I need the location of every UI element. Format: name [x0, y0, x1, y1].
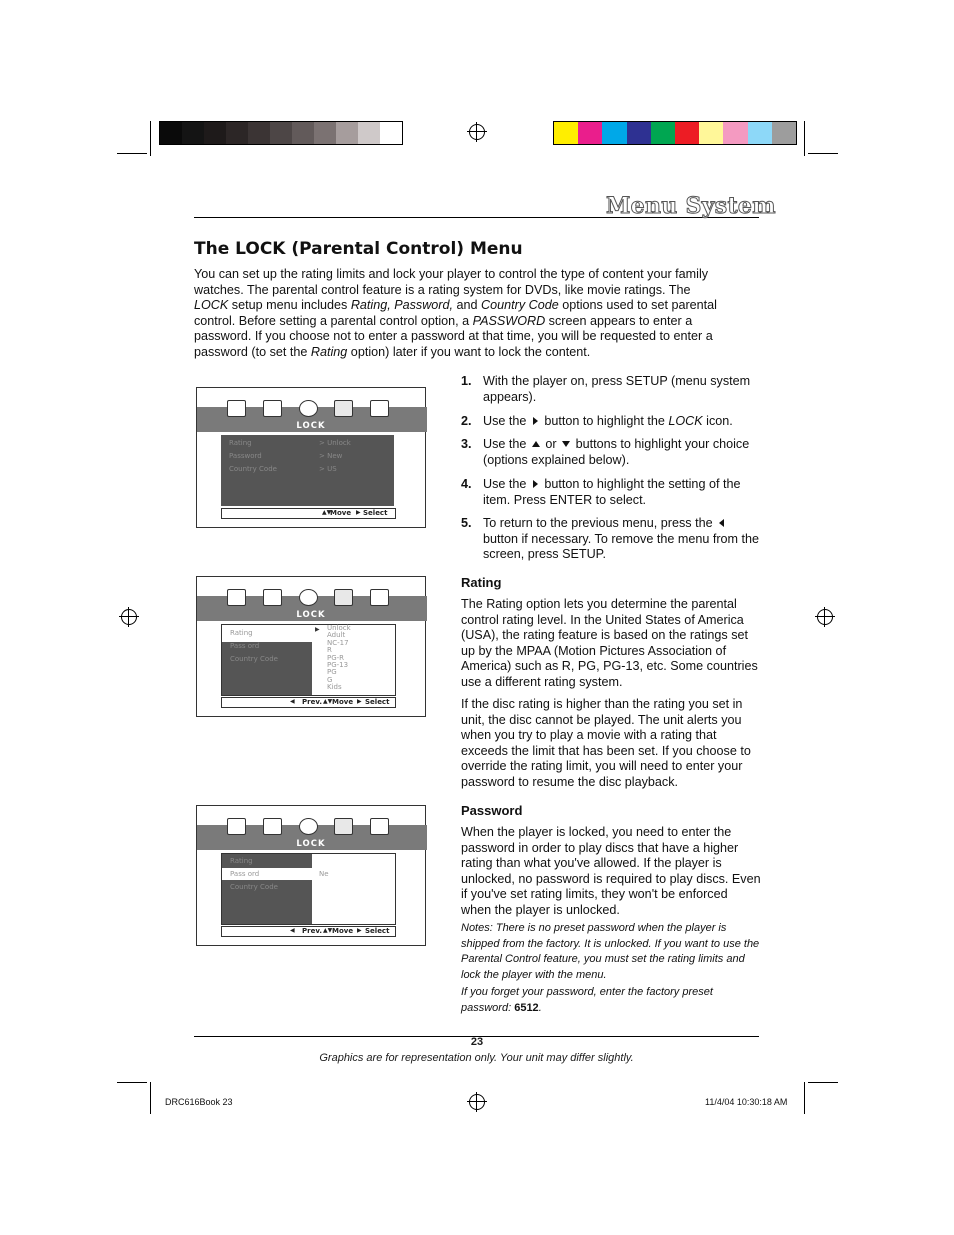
menu-value: Ne [319, 870, 329, 878]
menu-panel [221, 435, 394, 506]
color-swatch [160, 122, 182, 144]
menu-row-password: Pass ord [230, 870, 260, 878]
color-swatch [772, 122, 796, 144]
color-swatch [270, 122, 292, 144]
right-arrow-icon [533, 417, 538, 425]
step-number: 4. [461, 477, 472, 491]
down-arrow-icon [562, 441, 570, 447]
rating-option: G [327, 675, 333, 684]
crop-mark [150, 121, 151, 156]
menu-panel [221, 624, 396, 696]
registration-mark-icon [121, 609, 137, 625]
step-1 [461, 374, 761, 405]
right-arrow-icon: ▶ [357, 698, 362, 705]
color-swatch [675, 122, 699, 144]
right-arrow-icon: ▶ [315, 626, 320, 633]
step-text: LOCK [668, 414, 703, 428]
menu-row-rating: Rating [230, 857, 253, 865]
color-swatch [748, 122, 772, 144]
password-note-2 [461, 985, 761, 1016]
audio-icon [299, 818, 318, 835]
crop-mark [804, 121, 805, 156]
folder-icon [370, 818, 389, 835]
color-swatch [651, 122, 675, 144]
right-arrow-icon [533, 480, 538, 488]
intro-run: option) later if you want to lock the content. [347, 344, 591, 359]
move-arrows-icon: ▲▼ [323, 698, 333, 705]
folder-icon [370, 589, 389, 606]
left-arrow-icon: ◀ [290, 698, 295, 705]
password-note-1: Notes: There is no preset password when the player is shipped from the factory. It is unlocked. If you want to use the Parental Control feature, you must set the rating limits and lock the player with the menu. [461, 922, 760, 981]
rating-option: R [327, 646, 332, 655]
color-swatch-bar [553, 121, 797, 145]
lock-menu-screen-3 [196, 805, 426, 946]
intro-run: LOCK [194, 298, 229, 313]
menu-row-rating: Rating [230, 629, 253, 637]
footer-select: Select [363, 509, 388, 517]
crop-mark [804, 1082, 805, 1114]
menu-footer [221, 926, 396, 937]
registration-mark-icon [469, 1094, 485, 1110]
step-text: Use the [483, 414, 530, 428]
lock-icon [334, 818, 353, 835]
crop-mark [150, 1082, 151, 1114]
page-number: 23 [470, 1036, 484, 1048]
rating-heading: Rating [461, 575, 502, 590]
footer-select: Select [365, 927, 390, 935]
step-4 [461, 477, 761, 508]
color-swatch [627, 122, 651, 144]
rating-options-list [321, 625, 395, 695]
page-title: Menu System [606, 193, 776, 219]
color-swatch [699, 122, 723, 144]
menu-icon-bar [197, 407, 427, 432]
slug-left: DRC616Book 23 [165, 1097, 233, 1107]
crop-mark [808, 1082, 838, 1083]
step-text: To return to the previous menu, press the [483, 516, 717, 530]
crop-mark [808, 153, 838, 154]
color-swatch [248, 122, 270, 144]
language-icon [227, 400, 246, 417]
step-text: Use the [483, 437, 530, 451]
step-text: icon. [702, 414, 733, 428]
move-arrows-icon: ▲▼ [323, 927, 333, 934]
note-text: . [538, 1001, 542, 1014]
language-icon [227, 589, 246, 606]
footer-select: Select [365, 698, 390, 706]
intro-run: You can set up the rating limits and lock your player to control the type of content your family watches. The parental control feature is a rating system for DVDs, like movie ratings. The [194, 267, 709, 297]
step-text: button if necessary. To remove the menu from the screen, press SETUP. [483, 531, 760, 562]
color-swatch [226, 122, 248, 144]
menu-value: > Unlock [319, 439, 351, 447]
crop-mark [117, 1082, 147, 1083]
display-icon [263, 589, 282, 606]
registration-mark-icon [817, 609, 833, 625]
registration-mark-icon [469, 124, 485, 140]
display-icon [263, 818, 282, 835]
rating-option: NC-17 [327, 638, 349, 647]
step-text: or [541, 437, 561, 451]
menu-row-country-code: Country Code [230, 883, 278, 891]
rating-option: PG [327, 668, 337, 677]
up-arrow-icon [532, 441, 540, 447]
footer-prev: Prev. [302, 698, 322, 706]
step-number: 3. [461, 437, 472, 451]
right-arrow-icon: ▶ [356, 509, 361, 516]
step-text: buttons to highlight your choice (options explained below). [483, 437, 750, 467]
menu-footer [221, 697, 396, 708]
footer-move: Move [332, 698, 354, 706]
rating-option: PG-R [327, 653, 345, 662]
menu-icon-bar [197, 596, 427, 621]
password-heading: Password [461, 803, 523, 818]
menu-label: LOCK [296, 421, 326, 431]
menu-footer [221, 508, 396, 519]
password-paragraph: When the player is locked, you need to enter the password in order to play discs that have a higher rating than what you've allowed. If the player is unlocked, no password is required to play discs. Even if you've set rating limits, they won't be enforced when the player is unlocked. [461, 825, 761, 917]
rating-option: Kids [327, 683, 342, 692]
intro-run: PASSWORD [472, 313, 546, 328]
note-text: If you forget your password, enter the factory preset password: [461, 986, 713, 1014]
step-number: 1. [461, 374, 472, 388]
audio-icon [299, 589, 318, 606]
lock-menu-screen-2 [196, 576, 426, 717]
menu-label: LOCK [296, 839, 326, 849]
step-3 [461, 437, 761, 468]
folder-icon [370, 400, 389, 417]
intro-run: options used to set parental control. Before setting a parental control option, a [194, 298, 717, 328]
step-text: Use the [483, 477, 530, 491]
menu-row-country-code: Country Code [230, 655, 278, 663]
step-text: button to highlight the setting of the item. Press ENTER to select. [483, 477, 741, 507]
gray-swatch-bar [159, 121, 403, 145]
menu-icon-bar [197, 825, 427, 850]
rating-option: Adult [327, 631, 346, 640]
step-number: 5. [461, 516, 472, 530]
rating-option: PG-13 [327, 661, 349, 669]
color-swatch [554, 122, 578, 144]
intro-paragraph [194, 267, 724, 361]
menu-panel [221, 853, 396, 925]
slug-right: 11/4/04 10:30:18 AM [705, 1097, 788, 1107]
lock-icon [334, 589, 353, 606]
color-swatch [578, 122, 602, 144]
step-2 [461, 414, 761, 430]
color-swatch [602, 122, 626, 144]
right-arrow-icon: ▶ [357, 927, 362, 934]
step-text: With the player on, press SETUP (menu system appears). [483, 374, 751, 404]
footer-prev: Prev. [302, 927, 322, 935]
display-icon [263, 400, 282, 417]
rating-option: Unlock [327, 624, 351, 632]
language-icon [227, 818, 246, 835]
intro-run: Rating [310, 344, 348, 359]
step-number: 2. [461, 414, 472, 428]
color-swatch [182, 122, 204, 144]
menu-value: > New [319, 452, 343, 460]
section-heading: The LOCK (Parental Control) Menu [194, 239, 523, 259]
step-5 [461, 516, 761, 563]
intro-run: setup menu includes [228, 298, 351, 313]
color-swatch [314, 122, 336, 144]
color-swatch [358, 122, 380, 144]
color-swatch [292, 122, 314, 144]
menu-row-country-code: Country Code [229, 465, 277, 473]
footer-caption: Graphics are for representation only. Your unit may differ slightly. [319, 1052, 634, 1064]
lock-icon [334, 400, 353, 417]
left-arrow-icon: ◀ [290, 927, 295, 934]
menu-value: > US [319, 465, 337, 473]
menu-row-rating: Rating [229, 439, 252, 447]
color-swatch [380, 122, 402, 144]
color-swatch [204, 122, 226, 144]
footer-move: Move [332, 927, 354, 935]
rating-paragraph-2: If the disc rating is higher than the rating you set in unit, the disc cannot be played. The unit alerts you when you try to play a movie with a rating that exceeds the limit that has been set. If you choose to override the rating limit, you will need to enter your password to resume the disc playback. [461, 697, 751, 789]
crop-mark [117, 153, 147, 154]
step-text: button to highlight the [540, 414, 669, 428]
intro-run: screen appears to enter a password. If you choose not to enter a password at that time, you will be requested to enter a password (to set the [194, 313, 713, 359]
intro-run: Country Code [481, 298, 559, 313]
factory-password: 6512 [514, 1001, 539, 1014]
move-arrows-icon: ▲▼ [322, 509, 332, 516]
audio-icon [299, 400, 318, 417]
intro-run: and [453, 298, 482, 313]
footer-move: Move [330, 509, 352, 517]
color-swatch [723, 122, 747, 144]
intro-run: Rating, Password, [350, 298, 454, 313]
color-swatch [336, 122, 358, 144]
menu-row-password: Pass ord [230, 642, 260, 650]
menu-label: LOCK [296, 610, 326, 620]
lock-menu-screen-1 [196, 387, 426, 528]
rating-paragraph-1: The Rating option lets you determine the parental control rating level. In the United States of America (USA), the rating feature is based on the ratings set up by the MPAA (Motion Pictures Association of America) such as R, PG, PG-13, etc. Some countries use a different rating system. [461, 597, 758, 689]
left-arrow-icon [719, 519, 724, 527]
menu-row-password: Password [229, 452, 262, 460]
